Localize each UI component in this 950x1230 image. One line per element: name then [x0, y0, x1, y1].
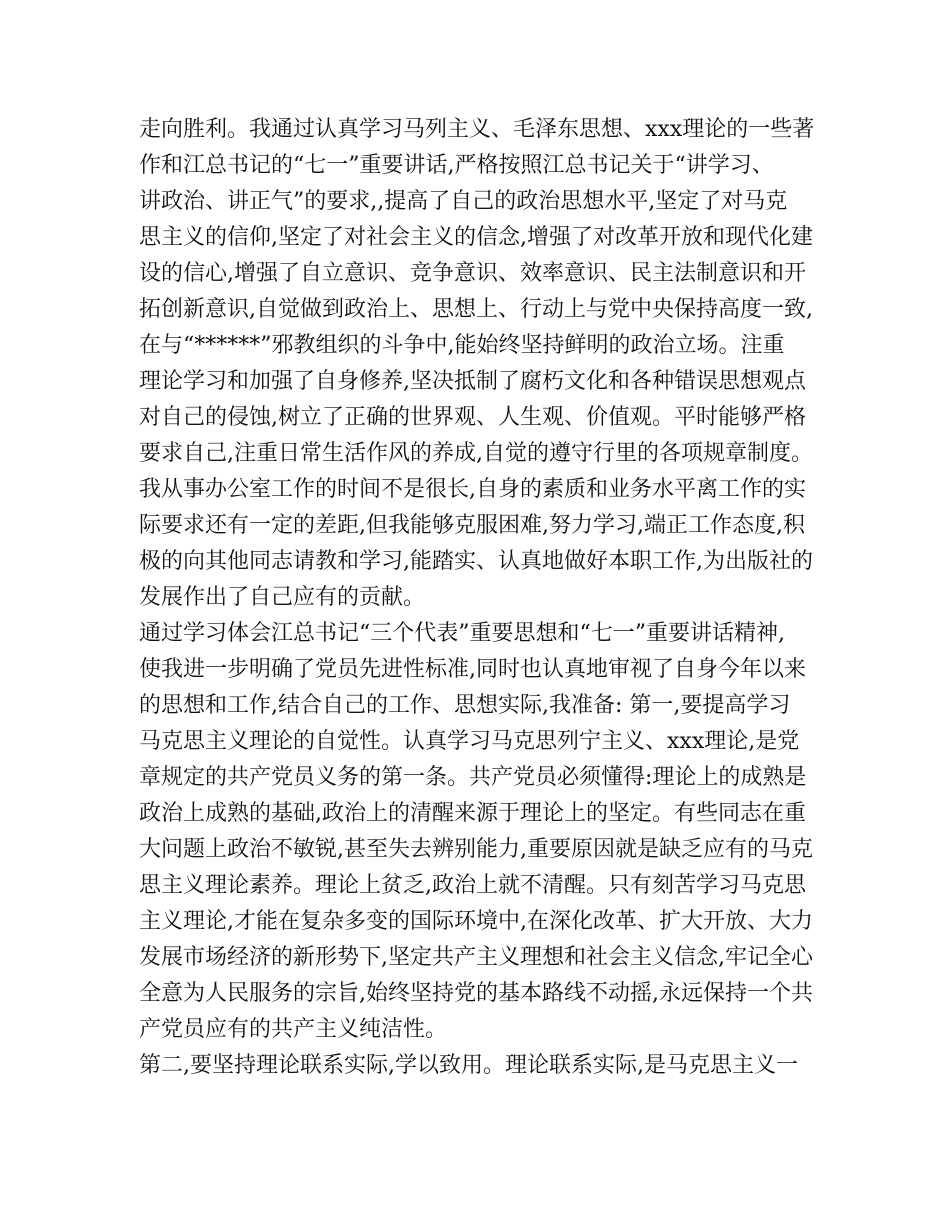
text-line: 发展作出了自己应有的贡献。	[139, 585, 426, 610]
document-body	[139, 112, 819, 1084]
text-line: 第二,要坚持理论联系实际,学以致用。理论联系实际,是马克思主义一	[139, 1053, 798, 1078]
text-line: 使我进一步明确了党员先进性标准,同时也认真地审视了自身今年以来	[139, 657, 806, 682]
text-line: 主义理论,才能在复杂多变的国际环境中,在深化改革、扩大开放、大力	[139, 909, 813, 934]
text-line: 全意为人民服务的宗旨,始终坚持党的基本路线不动摇,永远保持一个共	[139, 981, 813, 1006]
text-line: 在与“******”邪教组织的斗争中,能始终坚持鲜明的政治立场。注重	[139, 333, 785, 358]
text-line: 大问题上政治不敏锐,甚至失去辨别能力,重要原因就是缺乏应有的马克	[139, 837, 813, 862]
text-line: 发展市场经济的新形势下,坚定共产主义理想和社会主义信念,牢记全心	[139, 945, 813, 970]
text-line: 马克思主义理论的自觉性。认真学习马克思列宁主义、xxx理论,是党	[139, 729, 800, 754]
text-line: 对自己的侵蚀,树立了正确的世界观、人生观、价值观。平时能够严格	[139, 405, 806, 430]
text-line: 思主义理论素养。理论上贫乏,政治上就不清醒。只有刻苦学习马克思	[139, 873, 806, 898]
text-line: 极的向其他同志请教和学习,能踏实、认真地做好本职工作,为出版社的	[139, 549, 813, 574]
text-line: 政治上成熟的基础,政治上的清醒来源于理论上的坚定。有些同志在重	[139, 801, 806, 826]
text-line: 作和江总书记的“七一”重要讲话,严格按照江总书记关于“讲学习、	[139, 153, 774, 178]
text-line: 章规定的共产党员义务的第一条。共产党员必须懂得:理论上的成熟是	[139, 765, 807, 790]
text-line: 理论学习和加强了自身修养,坚决抵制了腐朽文化和各种错误思想观点	[139, 369, 806, 394]
text-line: 通过学习体会江总书记“三个代表”重要思想和“七一”重要讲话精神,	[139, 621, 785, 646]
text-line: 讲政治、讲正气”的要求,,提高了自己的政治思想水平,坚定了对马克	[139, 189, 788, 214]
text-line: 设的信心,增强了自立意识、竞争意识、效率意识、民主法制意识和开	[139, 261, 806, 286]
text-line: 我从事办公室工作的时间不是很长,自身的素质和业务水平离工作的实	[139, 477, 806, 502]
text-line: 拓创新意识,自觉做到政治上、思想上、行动上与党中央保持高度一致,	[139, 297, 813, 322]
text-line: 走向胜利。我通过认真学习马列主义、毛泽东思想、xxx理论的一些著	[139, 117, 815, 142]
text-line: 际要求还有一定的差距,但我能够克服困难,努力学习,端正工作态度,积	[139, 513, 805, 538]
text-line: 思主义的信仰,坚定了对社会主义的信念,增强了对改革开放和现代化建	[139, 225, 813, 250]
text-line: 的思想和工作,结合自己的工作、思想实际,我准备: 第一,要提高学习	[139, 693, 791, 718]
text-line: 产党员应有的共产主义纯洁性。	[139, 1017, 448, 1042]
text-line: 要求自己,注重日常生活作风的养成,自觉的遵守行里的各项规章制度。	[139, 441, 813, 466]
